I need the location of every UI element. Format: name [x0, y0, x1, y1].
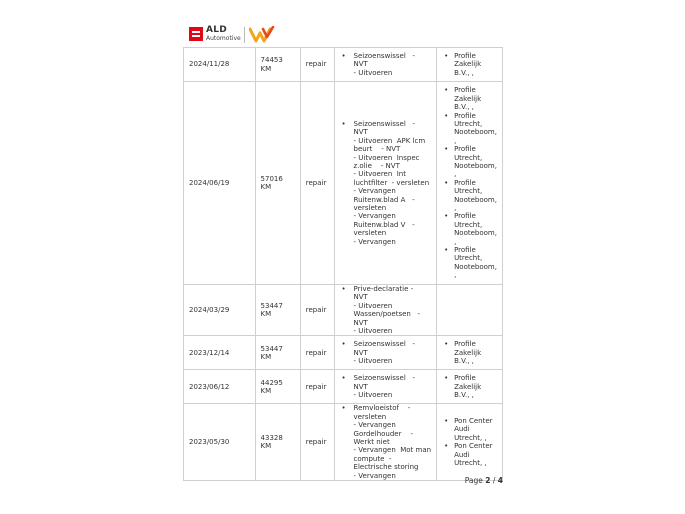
operation-item	[340, 52, 432, 77]
dealer-item	[442, 442, 497, 467]
operations-cell	[334, 336, 437, 370]
mileage: 74453 KM	[255, 48, 300, 82]
operation-line: - Vervangen	[353, 237, 396, 246]
mileage: 43328 KM	[255, 404, 300, 481]
dealer-line: B.V., ,	[454, 357, 474, 366]
table-row	[184, 285, 503, 336]
dealer-line: B.V., ,	[454, 391, 474, 400]
dealer-line: • Pon Center	[454, 417, 493, 426]
dealer-line: • Profile	[454, 246, 476, 255]
operation-line: • Seizoenswissel -	[353, 374, 415, 383]
operation-line: Gordelhouder -	[353, 429, 413, 438]
dealer-line: ,	[454, 237, 457, 246]
operation-line: - Vervangen	[353, 187, 396, 196]
w-brand-logo-icon	[249, 26, 277, 48]
operation-line: compute -	[353, 454, 392, 463]
mileage: 53447 KM	[255, 336, 300, 370]
operation-line: NVT	[353, 348, 368, 357]
service-type: repair	[300, 285, 334, 336]
dealer-line: Nooteboom,	[454, 195, 497, 204]
operation-line: NVT	[353, 318, 368, 327]
total-pages: 4	[497, 476, 503, 485]
operation-item	[340, 404, 432, 480]
dealer-item	[442, 179, 497, 213]
dealer-line: • Profile	[454, 212, 476, 221]
operation-line: Ruitenw.blad A -	[353, 195, 415, 204]
operation-line: - Vervangen Mot man	[353, 446, 432, 455]
dealer-line: Utrecht,	[454, 119, 483, 128]
dealer-line: ,	[454, 204, 457, 213]
dealer-line: • Profile	[454, 51, 476, 60]
table-row	[184, 404, 503, 481]
operation-line: - Vervangen	[353, 212, 396, 221]
dealer-line: Zakelijk	[454, 348, 482, 357]
operation-line: versleten	[353, 204, 387, 213]
dealer-line: Zakelijk	[454, 382, 482, 391]
dealer-line: Zakelijk	[454, 60, 482, 69]
dealer-line: B.V., ,	[454, 68, 474, 77]
operation-line: NVT	[353, 128, 368, 137]
dealer-line: • Profile	[454, 340, 476, 349]
dealer-line: Utrecht,	[454, 254, 483, 263]
operation-line: - Uitvoeren Int	[353, 170, 406, 179]
table-row	[184, 370, 503, 404]
dealer-item	[442, 52, 497, 77]
dealer-line: • Pon Center	[454, 442, 493, 451]
service-date: 2023/05/30	[184, 404, 256, 481]
operations-cell	[334, 404, 437, 481]
operation-item	[340, 374, 432, 399]
operation-line: - Uitvoeren	[353, 357, 393, 366]
dealer-cell	[437, 370, 503, 404]
dealer-line: ,	[454, 170, 457, 179]
dealer-item	[442, 145, 497, 179]
operation-line: beurt - NVT	[353, 145, 401, 154]
operation-line: Werkt niet	[353, 438, 390, 447]
service-type: repair	[300, 82, 334, 285]
operation-item	[340, 285, 432, 335]
dealer-line: • Profile	[454, 86, 476, 95]
dealer-line: ,	[454, 136, 457, 145]
dealer-item	[442, 340, 497, 365]
operation-line: • Seizoenswissel -	[353, 119, 415, 128]
page-indicator	[465, 476, 503, 485]
dealer-item	[442, 112, 497, 146]
service-date: 2023/12/14	[184, 336, 256, 370]
dealer-cell	[437, 404, 503, 481]
operation-line: versleten	[353, 412, 387, 421]
service-type: repair	[300, 404, 334, 481]
dealer-line: Utrecht,	[454, 153, 483, 162]
dealer-line: B.V., ,	[454, 103, 474, 112]
page-separator: /	[492, 476, 496, 485]
dealer-line: Audi	[454, 450, 470, 459]
service-type: repair	[300, 336, 334, 370]
dealer-line: Nooteboom,	[454, 128, 497, 137]
operation-line: • Prive-declaratie -	[353, 285, 414, 293]
operation-line: z.olie - NVT	[353, 161, 400, 170]
operation-line: - Vervangen	[353, 421, 396, 430]
ald-logo-mark	[189, 27, 203, 41]
operations-cell	[334, 48, 437, 82]
service-date: 2024/03/29	[184, 285, 256, 336]
service-date: 2024/11/28	[184, 48, 256, 82]
operation-item	[340, 340, 432, 365]
dealer-line: Audi	[454, 425, 470, 434]
operation-line: versleten	[353, 229, 387, 238]
operation-item	[340, 120, 432, 246]
dealer-cell	[437, 336, 503, 370]
operation-line: Ruitenw.blad V -	[353, 220, 415, 229]
dealer-item	[442, 374, 497, 399]
dealer-line: • Profile	[454, 178, 476, 187]
operation-line: - Uitvoeren	[353, 391, 393, 400]
table-row	[184, 48, 503, 82]
dealer-line: Zakelijk	[454, 94, 482, 103]
dealer-line: Utrecht, ,	[454, 433, 487, 442]
operation-line: - Vervangen	[353, 471, 396, 480]
dealer-line: Nooteboom,	[454, 229, 497, 238]
operation-line: luchtfilter - versleten	[353, 178, 430, 187]
dealer-line: Nooteboom,	[454, 262, 497, 271]
operation-line: NVT	[353, 382, 368, 391]
page-word: Page	[464, 476, 483, 485]
operation-line: NVT	[353, 293, 368, 302]
table-row	[184, 336, 503, 370]
service-type: repair	[300, 48, 334, 82]
logo-divider	[244, 27, 245, 43]
operation-line: • Remvloeistof -	[353, 404, 411, 413]
dealer-line: Utrecht,	[454, 220, 483, 229]
service-date: 2023/06/12	[184, 370, 256, 404]
operation-line: • Seizoenswissel -	[353, 340, 415, 349]
operation-line: NVT	[353, 60, 368, 69]
operation-line: - Uitvoeren	[353, 301, 393, 310]
document-header	[189, 26, 309, 46]
dealer-line: Utrecht, ,	[454, 459, 487, 468]
operations-cell	[334, 82, 437, 285]
dealer-item	[442, 212, 497, 246]
table-row	[184, 82, 503, 285]
current-page: 2	[485, 476, 491, 485]
dealer-item	[442, 86, 497, 111]
dealer-cell	[437, 82, 503, 285]
service-date: 2024/06/19	[184, 82, 256, 285]
service-type: repair	[300, 370, 334, 404]
operation-line: - Uitvoeren	[353, 327, 393, 336]
operation-line: - Uitvoeren	[353, 68, 393, 77]
dealer-line: • Profile	[454, 111, 476, 120]
operation-line: • Seizoenswissel -	[353, 51, 415, 60]
dealer-item	[442, 246, 497, 280]
dealer-line: Nooteboom,	[454, 161, 497, 170]
operations-cell	[334, 370, 437, 404]
dealer-cell	[437, 285, 503, 336]
dealer-line: • Profile	[454, 145, 476, 154]
operations-cell	[334, 285, 437, 336]
dealer-line: ,	[454, 271, 457, 280]
dealer-item	[442, 417, 497, 442]
maintenance-history-table	[183, 47, 503, 481]
mileage: 44295 KM	[255, 370, 300, 404]
dealer-cell	[437, 48, 503, 82]
operation-line: - Uitvoeren APK lcm	[353, 136, 426, 145]
operation-line: Electrische storing	[353, 463, 419, 472]
operation-line: Wassen/poetsen -	[353, 310, 421, 319]
mileage: 53447 KM	[255, 285, 300, 336]
operation-line: - Uitvoeren Inspec	[353, 153, 420, 162]
mileage: 57016 KM	[255, 82, 300, 285]
ald-logo-subtext: Automotive	[206, 35, 241, 42]
ald-logo-text: ALD	[206, 25, 228, 35]
dealer-line: • Profile	[454, 374, 476, 383]
dealer-line: Utrecht,	[454, 187, 483, 196]
